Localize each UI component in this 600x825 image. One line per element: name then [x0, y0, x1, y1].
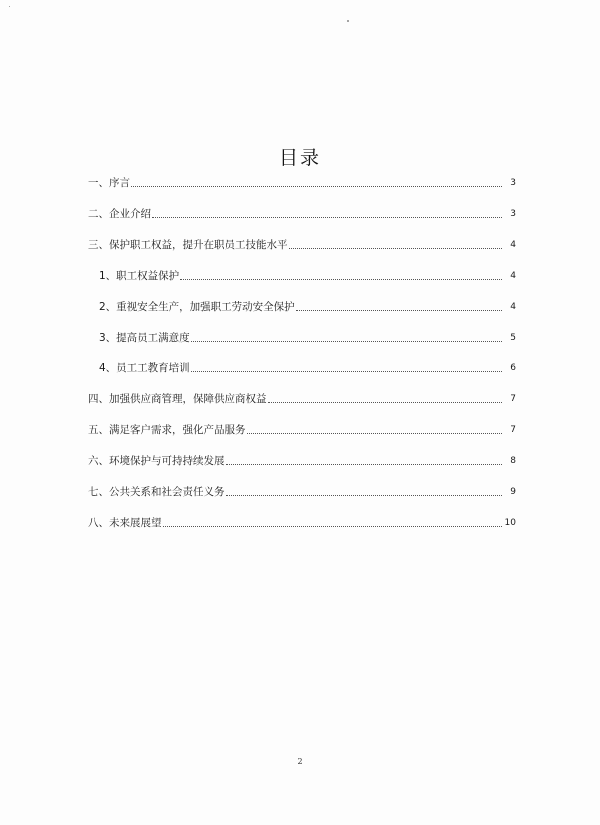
toc-title: 目录	[278, 147, 321, 169]
toc-entry[interactable]	[88, 450, 516, 468]
dot-leader	[191, 341, 502, 342]
toc-entry[interactable]	[88, 419, 516, 437]
dot-leader	[180, 279, 502, 280]
page-number: 2	[297, 757, 303, 766]
table-of-contents	[0, 172, 600, 542]
toc-entry-page: 4	[510, 302, 516, 312]
dot-leader	[163, 526, 503, 527]
toc-entry[interactable]	[88, 172, 516, 190]
toc-entry-title: 八、未来展展望	[88, 517, 162, 529]
toc-entry-title: 六、环境保护与可持持续发展	[88, 455, 225, 467]
toc-entry[interactable]	[99, 265, 516, 283]
toc-entry-title: 二、企业介绍	[88, 208, 151, 220]
toc-entry-page: 9	[510, 487, 516, 497]
toc-entry-title: 七、公共关系和社会责任义务	[88, 486, 225, 498]
scan-speck	[347, 20, 349, 22]
dot-leader	[226, 495, 503, 496]
toc-entry-title: 一、序言	[88, 177, 130, 189]
toc-entry[interactable]	[88, 481, 516, 499]
scan-speck	[9, 6, 10, 7]
toc-entry[interactable]	[99, 357, 516, 375]
toc-entry-page: 5	[510, 333, 516, 343]
toc-entry-page: 10	[504, 518, 516, 528]
toc-entry-title: 4、员工工教育培训	[99, 362, 190, 374]
toc-entry[interactable]	[88, 388, 516, 406]
dot-leader	[296, 310, 502, 311]
dot-leader	[131, 186, 502, 187]
toc-entry-title: 1、职工权益保护	[99, 270, 180, 282]
toc-entry-title: 四、加强供应商管理，保障供应商权益	[88, 393, 267, 405]
toc-entry[interactable]	[88, 512, 516, 530]
toc-entry[interactable]	[88, 234, 516, 252]
toc-entry[interactable]	[99, 296, 516, 314]
toc-entry-page: 6	[510, 363, 516, 373]
toc-entry-page: 4	[510, 271, 516, 281]
toc-entry[interactable]	[88, 203, 516, 221]
toc-entry[interactable]	[99, 327, 516, 345]
dot-leader	[152, 217, 502, 218]
toc-entry-title: 2、重视安全生产，加强职工劳动安全保护	[99, 301, 295, 313]
dot-leader	[247, 433, 503, 434]
toc-entry-title: 五、满足客户需求，强化产品服务	[88, 424, 246, 436]
dot-leader	[191, 371, 502, 372]
toc-entry-title: 3、提高员工满意度	[99, 332, 190, 344]
toc-entry-page: 3	[510, 209, 516, 219]
toc-entry-page: 7	[510, 394, 516, 404]
dot-leader	[289, 248, 503, 249]
toc-entry-page: 8	[510, 456, 516, 466]
dot-leader	[226, 464, 503, 465]
dot-leader	[268, 402, 503, 403]
toc-entry-page: 3	[510, 178, 516, 188]
toc-entry-title: 三、保护职工权益，提升在职员工技能水平	[88, 239, 288, 251]
toc-entry-page: 7	[510, 425, 516, 435]
toc-entry-page: 4	[510, 240, 516, 250]
